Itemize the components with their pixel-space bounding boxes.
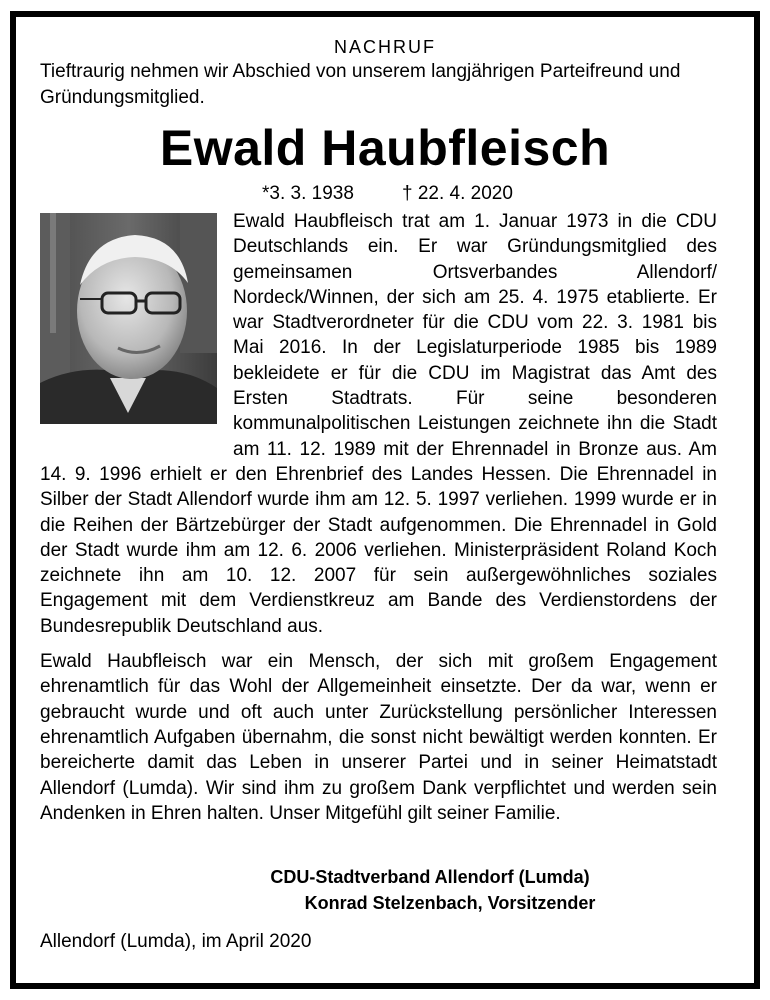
biography-paragraph: Ewald Haubfleisch trat am 1. Januar 1973 in die CDU Deutschlands ein. Er war Gründungsmitglied des gemeinsamen Ortsverbandes Allendorf/ Nordeck/Winnen, der sich am 25. 4. 1975 etablierte. Er war Stadtverordneter für die CDU vom 22. 3. 1981 bis Mai 2016. In der Legislaturperiode 1985 bis 1989 bekleidete er für die CDU im Magistrat das Amt des Ersten Stadtrats. Für seine besonderen kommunalpolitischen Leistungen zeichnete ihn die Stadt am 11. 12. 1989 mit der Ehrennadel in Bronze aus. Am 14. 9. 1996 erhielt er den Ehrenbrief des Landes Hessen. Die Ehrennadel in Silber der Stadt Allendorf wurde ihm am 12. 5. 1997 verliehen. 1999 wurde er in die Reihen der Bärtzebürger der Stadt aufgenommen. Die Ehrennadel in Gold der Stadt wurde ihm am 12. 6. 2006 verliehen. Ministerpräsident Roland Koch zeichnete ihn am 10. 12. 2007 für sein außergewöhnliches soziales Engagement mit dem Verdienstkreuz am Bande des Verdienstordens der Bundesrepublik Deutschland aus. — [40, 211, 717, 637]
signature-organization: CDU-Stadtverband Allendorf (Lumda) — [270, 867, 590, 887]
intro-text: Tieftraurig nehmen wir Abschied von unserem langjährigen Parteifreund und Gründungsmitglied. — [40, 61, 681, 108]
birth-date: *3. 3. 1938 — [262, 183, 354, 204]
obituary-body — [40, 209, 717, 826]
death-date: † 22. 4. 2020 — [402, 183, 513, 204]
signature-person: Konrad Stelzenbach, Vorsitzender — [304, 893, 596, 913]
photo-wrap-space — [40, 209, 233, 437]
place-date: Allendorf (Lumda), im April 2020 — [40, 931, 312, 952]
heading: NACHRUF — [334, 37, 436, 57]
tribute-paragraph: Ewald Haubfleisch war ein Mensch, der sich mit großem Engagement ehrenamtlich für das Wohl der Allgemeinheit einsetzte. Der da war, wenn er gebraucht wurde und oft auch unter Zurückstellung persönlicher Interessen ehrenamtlich Aufgaben übernahm, die sonst nicht bewältigt werden konnten. Er bereicherte damit das Leben in unserer Partei und in seiner Heimatstadt Allendorf (Lumda). Wir sind ihm zu großem Dank verpflichtet und werden sein Andenken in Ehren halten. Unser Mitgefühl gilt seiner Familie. — [40, 651, 717, 824]
deceased-name: Ewald Haubfleisch — [159, 120, 611, 176]
